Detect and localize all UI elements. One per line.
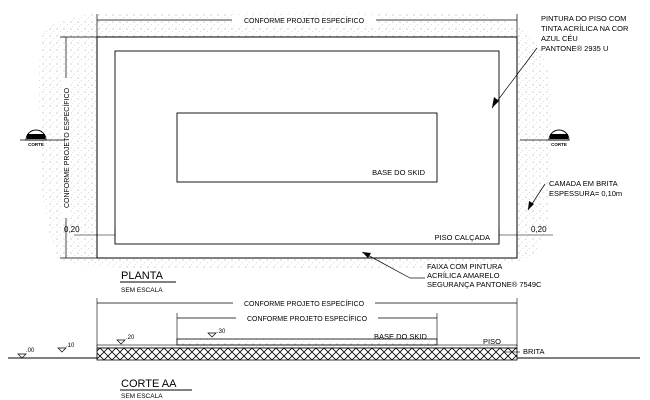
svg-text:ACRÍLICA AMARELO: ACRÍLICA AMARELO bbox=[427, 271, 500, 280]
dimension-top-label: CONFORME PROJETO ESPECÍFICO bbox=[243, 18, 365, 25]
svg-text:PANTONE® 2935 U: PANTONE® 2935 U bbox=[541, 44, 609, 53]
gravel-layer bbox=[97, 348, 517, 360]
section-marker-left-label: CORTE bbox=[28, 142, 44, 147]
svg-text:.20: .20 bbox=[126, 335, 135, 341]
level-marker-20 bbox=[117, 335, 135, 344]
plan-title: PLANTA bbox=[121, 270, 163, 282]
dimension-left-label: CONFORME PROJETO ESPECÍFICO bbox=[64, 87, 71, 209]
svg-text:ESPESSURA= 0,10m: ESPESSURA= 0,10m bbox=[549, 189, 623, 198]
floor-label: PISO CALÇADA bbox=[434, 233, 490, 242]
svg-text:.10: .10 bbox=[66, 343, 75, 349]
section-floor-label: PISO bbox=[483, 337, 501, 346]
section-dimension-outer-label: CONFORME PROJETO ESPECÍFICO bbox=[243, 301, 365, 308]
offset-left-label: 0,20 bbox=[64, 225, 80, 234]
svg-text:.00: .00 bbox=[26, 348, 35, 354]
svg-text:BRITA: BRITA bbox=[523, 347, 545, 356]
plan-scale: SEM ESCALA bbox=[121, 287, 163, 294]
concrete-pad bbox=[97, 37, 517, 258]
skid-base-label: BASE DO SKID bbox=[372, 168, 425, 177]
svg-text:PINTURA DO PISO COM: PINTURA DO PISO COM bbox=[541, 14, 627, 23]
svg-text:FAIXA COM PINTURA: FAIXA COM PINTURA bbox=[427, 262, 503, 271]
section-scale: SEM ESCALA bbox=[121, 393, 163, 400]
section-skid-label: BASE DO SKID bbox=[374, 332, 427, 341]
section-view bbox=[8, 298, 640, 400]
level-marker-30 bbox=[208, 329, 226, 337]
plan-view bbox=[20, 12, 629, 294]
offset-right-label: 0,20 bbox=[531, 225, 547, 234]
concrete-slab bbox=[97, 345, 517, 348]
svg-text:TINTA ACRÍLICA NA COR: TINTA ACRÍLICA NA COR bbox=[541, 24, 629, 33]
section-dimension-inner-label: CONFORME PROJETO ESPECÍFICO bbox=[246, 316, 368, 323]
level-marker-00 bbox=[18, 348, 35, 358]
svg-text:CAMADA EM BRITA: CAMADA EM BRITA bbox=[549, 179, 618, 188]
section-title: CORTE AA bbox=[121, 378, 177, 390]
svg-text:AZUL CÉU: AZUL CÉU bbox=[541, 34, 578, 43]
svg-text:SEGURANÇA PANTONE® 7549C: SEGURANÇA PANTONE® 7549C bbox=[427, 280, 542, 289]
level-marker-10 bbox=[58, 343, 75, 352]
svg-text:.30: .30 bbox=[217, 329, 226, 335]
section-marker-right-label: CORTE bbox=[551, 142, 567, 147]
